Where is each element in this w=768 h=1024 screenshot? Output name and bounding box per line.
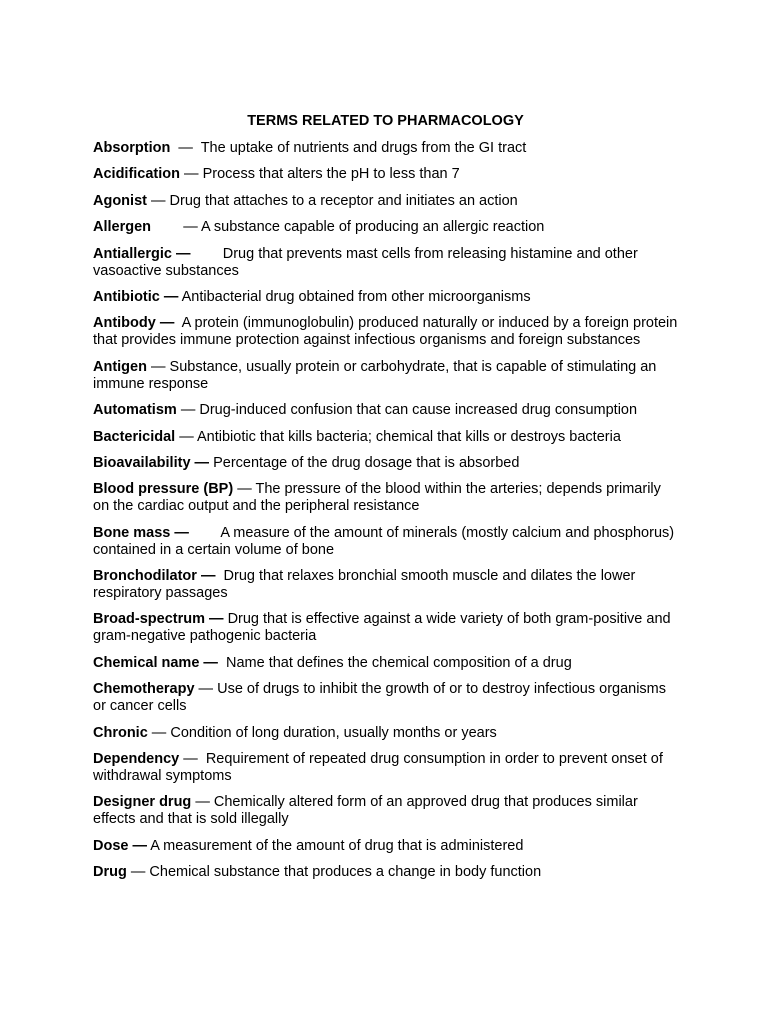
entry-definition: The pressure of the blood within the arteries; depends primarily on the cardiac output and the peripheral resistance xyxy=(93,481,661,515)
entry-term: Bioavailability — xyxy=(93,454,210,471)
entry-definition: Substance, usually protein or carbohydrate, that is capable of stimulating an immune response xyxy=(93,358,657,392)
entry-separator: — xyxy=(233,481,256,498)
entry-definition: Chemical substance that produces a change in body function xyxy=(149,864,542,881)
glossary-entry xyxy=(93,193,678,210)
entry-term: Antiallergic — xyxy=(93,245,191,262)
entry-separator: — xyxy=(191,794,214,811)
entry-definition: Condition of long duration, usually months or years xyxy=(170,724,497,741)
entry-term: Antibiotic — xyxy=(93,288,179,305)
entry-definition: Process that alters the pH to less than 7 xyxy=(202,166,460,183)
entry-definition: A measure of the amount of minerals (mostly calcium and phosphorus) contained in a certain volume of bone xyxy=(93,524,675,558)
glossary-entry xyxy=(93,681,678,715)
entry-term: Absorption xyxy=(93,140,171,156)
entry-term: Antigen xyxy=(93,358,147,375)
glossary-entry xyxy=(93,725,678,742)
glossary-entry xyxy=(93,402,678,419)
entry-definition: Use of drugs to inhibit the growth of or to destroy infectious organisms or cancer cells xyxy=(93,681,667,715)
entry-definition: Antibacterial drug obtained from other microorganisms xyxy=(181,288,531,305)
entry-definition: Drug that relaxes bronchial smooth muscle and dilates the lower respiratory passages xyxy=(93,568,636,602)
entry-term: Bone mass — xyxy=(93,524,189,541)
glossary-entry xyxy=(93,525,678,559)
entry-separator: — xyxy=(180,166,203,183)
entry-separator xyxy=(189,525,220,541)
glossary-entry xyxy=(93,246,678,280)
entry-separator: — xyxy=(176,402,200,419)
entry-separator xyxy=(191,246,223,262)
entry-separator: — xyxy=(175,428,197,445)
entry-term: Chemotherapy xyxy=(93,681,195,698)
entry-definition: Chemically altered form of an approved drug that produces similar effects and that is sold illegally xyxy=(93,794,638,828)
entry-term: Acidification xyxy=(93,166,181,183)
entry-definition: Requirement of repeated drug consumption in order to prevent onset of withdrawal symptoms xyxy=(93,751,663,785)
entry-separator: — xyxy=(146,358,170,375)
glossary-entry xyxy=(93,289,678,306)
entry-term: Blood pressure (BP) xyxy=(93,481,234,498)
glossary-entry xyxy=(93,655,678,672)
entry-definition: A substance capable of producing an allergic reaction xyxy=(200,219,545,236)
entry-term: Drug xyxy=(93,864,127,881)
glossary-entry xyxy=(93,140,678,157)
entry-definition: Drug that prevents mast cells from releasing histamine and other vasoactive substances xyxy=(93,245,638,279)
entry-definition: Percentage of the drug dosage that is absorbed xyxy=(213,454,520,471)
entry-separator: — xyxy=(170,140,201,156)
glossary-entry xyxy=(93,838,678,855)
entry-term: Bactericidal xyxy=(93,428,176,445)
entry-term: Chronic xyxy=(93,724,148,741)
entry-definition: A protein (immunoglobulin) produced naturally or induced by a foreign protein that provides immune protection against infectious organisms and foreign substances xyxy=(93,315,678,349)
entry-term: Antibody — xyxy=(93,315,175,332)
glossary-entry xyxy=(93,568,678,602)
glossary-entry xyxy=(93,455,678,472)
entry-definition: The uptake of nutrients and drugs from the GI tract xyxy=(200,140,527,156)
entry-term: Broad-spectrum — xyxy=(93,611,224,628)
glossary-entry xyxy=(93,864,678,881)
entry-separator: — xyxy=(179,751,206,768)
entry-term: Designer drug xyxy=(93,794,192,811)
glossary-entry xyxy=(93,359,678,393)
glossary-entry xyxy=(93,429,678,446)
entry-term: Chemical name — xyxy=(93,654,218,671)
entry-separator: — xyxy=(194,681,218,698)
entry-definition: Name that defines the chemical composition of a drug xyxy=(225,654,572,671)
glossary-entry xyxy=(93,794,678,828)
entry-term: Bronchodilator — xyxy=(93,568,216,585)
entry-separator xyxy=(218,655,226,671)
entry-separator xyxy=(215,568,223,584)
entry-term: Automatism xyxy=(93,402,177,419)
glossary-entry xyxy=(93,481,678,515)
entry-definition: Drug that is effective against a wide variety of both gram-positive and gram-negative pathogenic bacteria xyxy=(93,611,671,645)
entry-separator: — xyxy=(146,192,170,209)
glossary-entry xyxy=(93,315,678,349)
entry-definition: A measurement of the amount of drug that is administered xyxy=(150,837,524,854)
entry-definition: Drug that attaches to a receptor and initiates an action xyxy=(169,192,518,209)
entry-definition: Antibiotic that kills bacteria; chemical that kills or destroys bacteria xyxy=(196,428,621,445)
entry-separator: — xyxy=(126,864,150,881)
glossary-entry xyxy=(93,611,678,645)
entry-definition: Drug-induced confusion that can cause increased drug consumption xyxy=(199,402,638,419)
entry-separator: — xyxy=(147,724,171,741)
glossary-entry xyxy=(93,166,678,183)
glossary-entry xyxy=(93,751,678,785)
entry-term: Dependency xyxy=(93,751,180,768)
entry-term: Allergen xyxy=(93,219,152,236)
entry-separator: — xyxy=(151,219,201,236)
page-title: TERMS RELATED TO PHARMACOLOGY xyxy=(247,113,524,129)
entry-term: Agonist xyxy=(93,192,147,209)
entry-separator xyxy=(174,315,181,331)
entry-term: Dose — xyxy=(93,837,147,854)
glossary-entry xyxy=(93,219,678,236)
